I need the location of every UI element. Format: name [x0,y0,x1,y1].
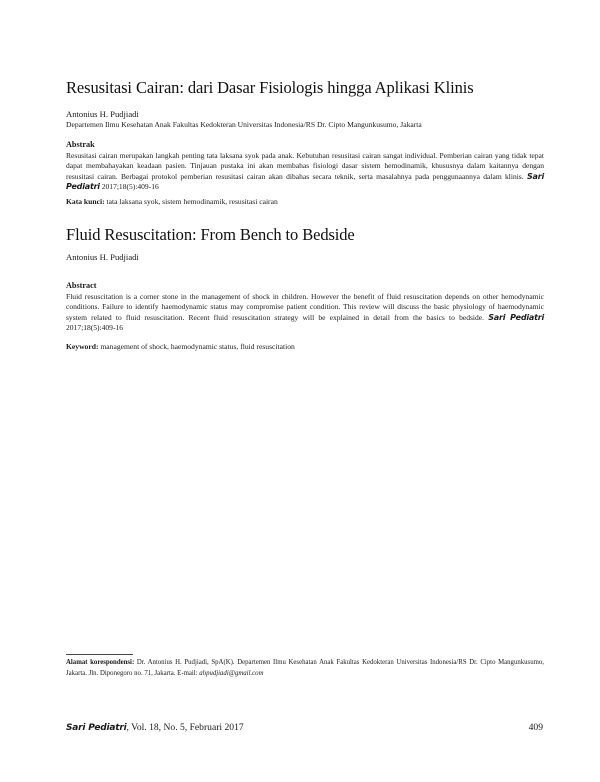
indonesian-citation-journal: Sari Pediatri [66,171,544,191]
indonesian-citation-details: 2017;18(5):409-16 [99,181,159,191]
indonesian-keywords [66,197,546,206]
english-abstract-heading: Abstract [66,281,97,290]
page-number: 409 [528,722,543,733]
indonesian-author: Antonius H. Pudjiadi [66,109,139,119]
english-keywords-label: Keyword: [66,342,99,351]
correspondence-email[interactable]: ahpudjiadi@gmail.com [199,670,264,678]
author-affiliation: Departemen Ilmu Kesehatan Anak Fakultas Kedokteran Universitas Indonesia/RS Dr. Cipto Mangunkusumo, Jakarta [66,120,422,129]
english-citation-details: 2017;18(5):409-16 [66,322,124,332]
english-keywords-text: management of shock, haemodynamic status, fluid resuscitation [98,342,295,351]
footer-journal-name: Sari Pediatri [66,723,127,733]
footer-issue: , Vol. 18, No. 5, Februari 2017 [126,722,244,733]
indonesian-keywords-label: Kata kunci: [66,197,105,206]
english-abstract [66,292,544,333]
english-keywords [66,342,546,351]
footnote-divider [66,654,133,655]
english-title: Fluid Resuscitation: From Bench to Bedside [66,225,355,244]
english-citation-journal: Sari Pediatri [488,312,544,322]
indonesian-abstract-text: Resusitasi cairan merupakan langkah penting tata laksana syok pada anak. Kebutuhan resusitasi cairan sangat individual. Pemberian cairan yang tidak tepat dapat membahayakan keadaan pasien. Tinjauan pustaka ini akan membahas fisiologi dasar sistem hemodinamik, khususnya dalam kaitannya dengan resusitasi cairan. Berbagai protokol pemberian resusitasi cairan akan dibahas secara teknik, serta masalahnya pada penggunaannya dalam klinis. [66,151,544,181]
indonesian-abstract [66,151,544,192]
correspondence-text: Dr. Antonius H. Pudjiadi, SpA(K). Departemen Ilmu Kesehatan Anak Fakultas Kedokteran Universitas Indonesia/RS Dr. Cipto Mangunkusumo, Jakarta. Jln. Diponegoro no. 71, Jakarta. E-mail: [66,659,544,678]
indonesian-title: Resusitasi Cairan: dari Dasar Fisiologis hingga Aplikasi Klinis [66,78,474,97]
correspondence-footnote [66,657,544,680]
indonesian-abstract-heading: Abstrak [66,140,95,149]
indonesian-keywords-text: tata laksana syok, sistem hemodinamik, resusitasi cairan [104,197,278,206]
english-author: Antonius H. Pudjiadi [66,252,139,262]
english-abstract-text: Fluid resuscitation is a corner stone in the management of shock in children. However the benefit of fluid resuscitation depends on other hemodynamic conditions. Failure to identify haemodynamic status may compromise patient condition. This review will discuss the basic physiology of haemodynamic system related to fluid resuscitation. Recent fluid resuscitation strategy will be explained in detail from the basics to bedside. [66,292,544,322]
running-footer [66,722,244,733]
correspondence-label: Alamat korespondensi: [66,659,135,666]
